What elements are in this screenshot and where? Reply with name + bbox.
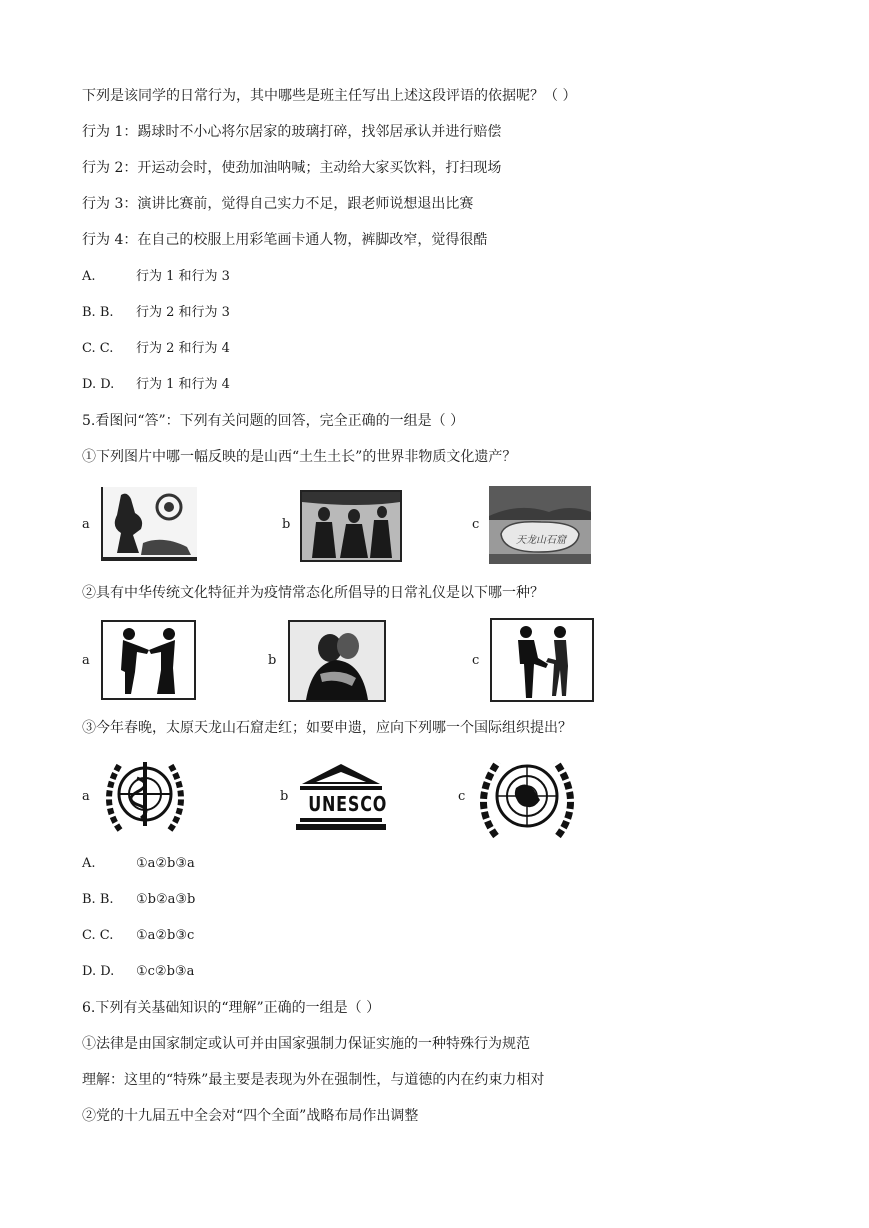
- option-a[interactable]: [82, 268, 230, 286]
- q5-sub2: ②具有中华传统文化特征并为疫情常态化所倡导的日常礼仪是以下哪一种？: [82, 585, 544, 601]
- pic-label-a: a: [82, 653, 90, 668]
- option-label: A.: [82, 856, 96, 871]
- question-text: 下列是该同学的日常行为，其中哪些是班主任写出上述这段评语的依据呢？（ ）: [82, 88, 577, 104]
- option-label: B. B.: [82, 305, 114, 320]
- unesco-logo: [296, 762, 386, 832]
- q5-sub1: ①下列图片中哪一幅反映的是山西“土生土长”的世界非物质文化遗产？: [82, 449, 517, 465]
- stone-monument-image: [489, 486, 591, 564]
- option-text: 行为 1 和行为 3: [136, 269, 230, 284]
- pic-label-c: c: [458, 789, 466, 804]
- q6-title: 6.下列有关基础知识的“理解”正确的一组是（ ）: [82, 1000, 381, 1016]
- pic-label-b: b: [268, 653, 277, 668]
- option-text: ①b②a③b: [136, 892, 196, 907]
- paper-cut-image: [101, 487, 197, 561]
- q6-line3: ②党的十九届五中全会对“四个全面”战略布局作出调整: [82, 1108, 419, 1124]
- behavior-1: 行为 1：踢球时不小心将尔居家的玻璃打碎，找邻居承认并进行赔偿: [82, 124, 502, 140]
- q5-title: 5.看图问“答”：下列有关问题的回答，完全正确的一组是（ ）: [82, 413, 465, 429]
- q5-option-d[interactable]: [82, 963, 194, 981]
- option-text: ①a②b③a: [136, 856, 195, 871]
- option-d[interactable]: [82, 376, 230, 394]
- option-b[interactable]: [82, 304, 230, 322]
- pic-label-c: c: [472, 517, 480, 532]
- stone-inscription: 天龙山石窟: [516, 535, 566, 546]
- option-c[interactable]: [82, 340, 230, 358]
- option-text: 行为 2 和行为 4: [136, 341, 230, 356]
- option-label: A.: [82, 269, 96, 284]
- pic-label-b: b: [282, 517, 291, 532]
- behavior-4: 行为 4：在自己的校服上用彩笔画卡通人物，裤脚改窄，觉得很酷: [82, 232, 488, 248]
- pic-label-b: b: [280, 789, 289, 804]
- q5-option-a[interactable]: [82, 855, 195, 873]
- option-text: 行为 2 和行为 3: [136, 305, 230, 320]
- hugging-greeting-image: [288, 620, 386, 702]
- option-text: ①a②b③c: [136, 928, 195, 943]
- option-label: D. D.: [82, 377, 115, 392]
- behavior-3: 行为 3：演讲比赛前，觉得自己实力不足，跟老师说想退出比赛: [82, 196, 474, 212]
- option-label: D. D.: [82, 964, 115, 979]
- bowing-greeting-image: [101, 620, 196, 700]
- option-text: ①c②b③a: [136, 964, 195, 979]
- pic-label-a: a: [82, 789, 90, 804]
- option-label: B. B.: [82, 892, 114, 907]
- option-label: C. C.: [82, 341, 114, 356]
- behavior-2: 行为 2：开运动会时，使劲加油呐喊；主动给大家买饮料，打扫现场: [82, 160, 502, 176]
- pic-label-a: a: [82, 517, 90, 532]
- option-text: 行为 1 和行为 4: [136, 377, 230, 392]
- un-logo: [474, 752, 580, 842]
- pic-label-c: c: [472, 653, 480, 668]
- handshake-greeting-image: [490, 618, 594, 702]
- option-label: C. C.: [82, 928, 114, 943]
- shadow-play-image: [300, 490, 402, 562]
- q5-option-c[interactable]: [82, 927, 194, 945]
- q5-sub3: ③今年春晚，太原天龙山石窟走红；如要申遗，应向下列哪一个国际组织提出？: [82, 720, 572, 736]
- q6-line2: 理解：这里的“特殊”最主要是表现为外在强制性，与道德的内在约束力相对: [82, 1072, 545, 1088]
- q6-line1: ①法律是由国家制定或认可并由国家强制力保证实施的一种特殊行为规范: [82, 1036, 530, 1052]
- who-logo: [100, 752, 190, 838]
- unesco-text: UNESCO: [308, 792, 388, 816]
- q5-option-b[interactable]: [82, 891, 195, 909]
